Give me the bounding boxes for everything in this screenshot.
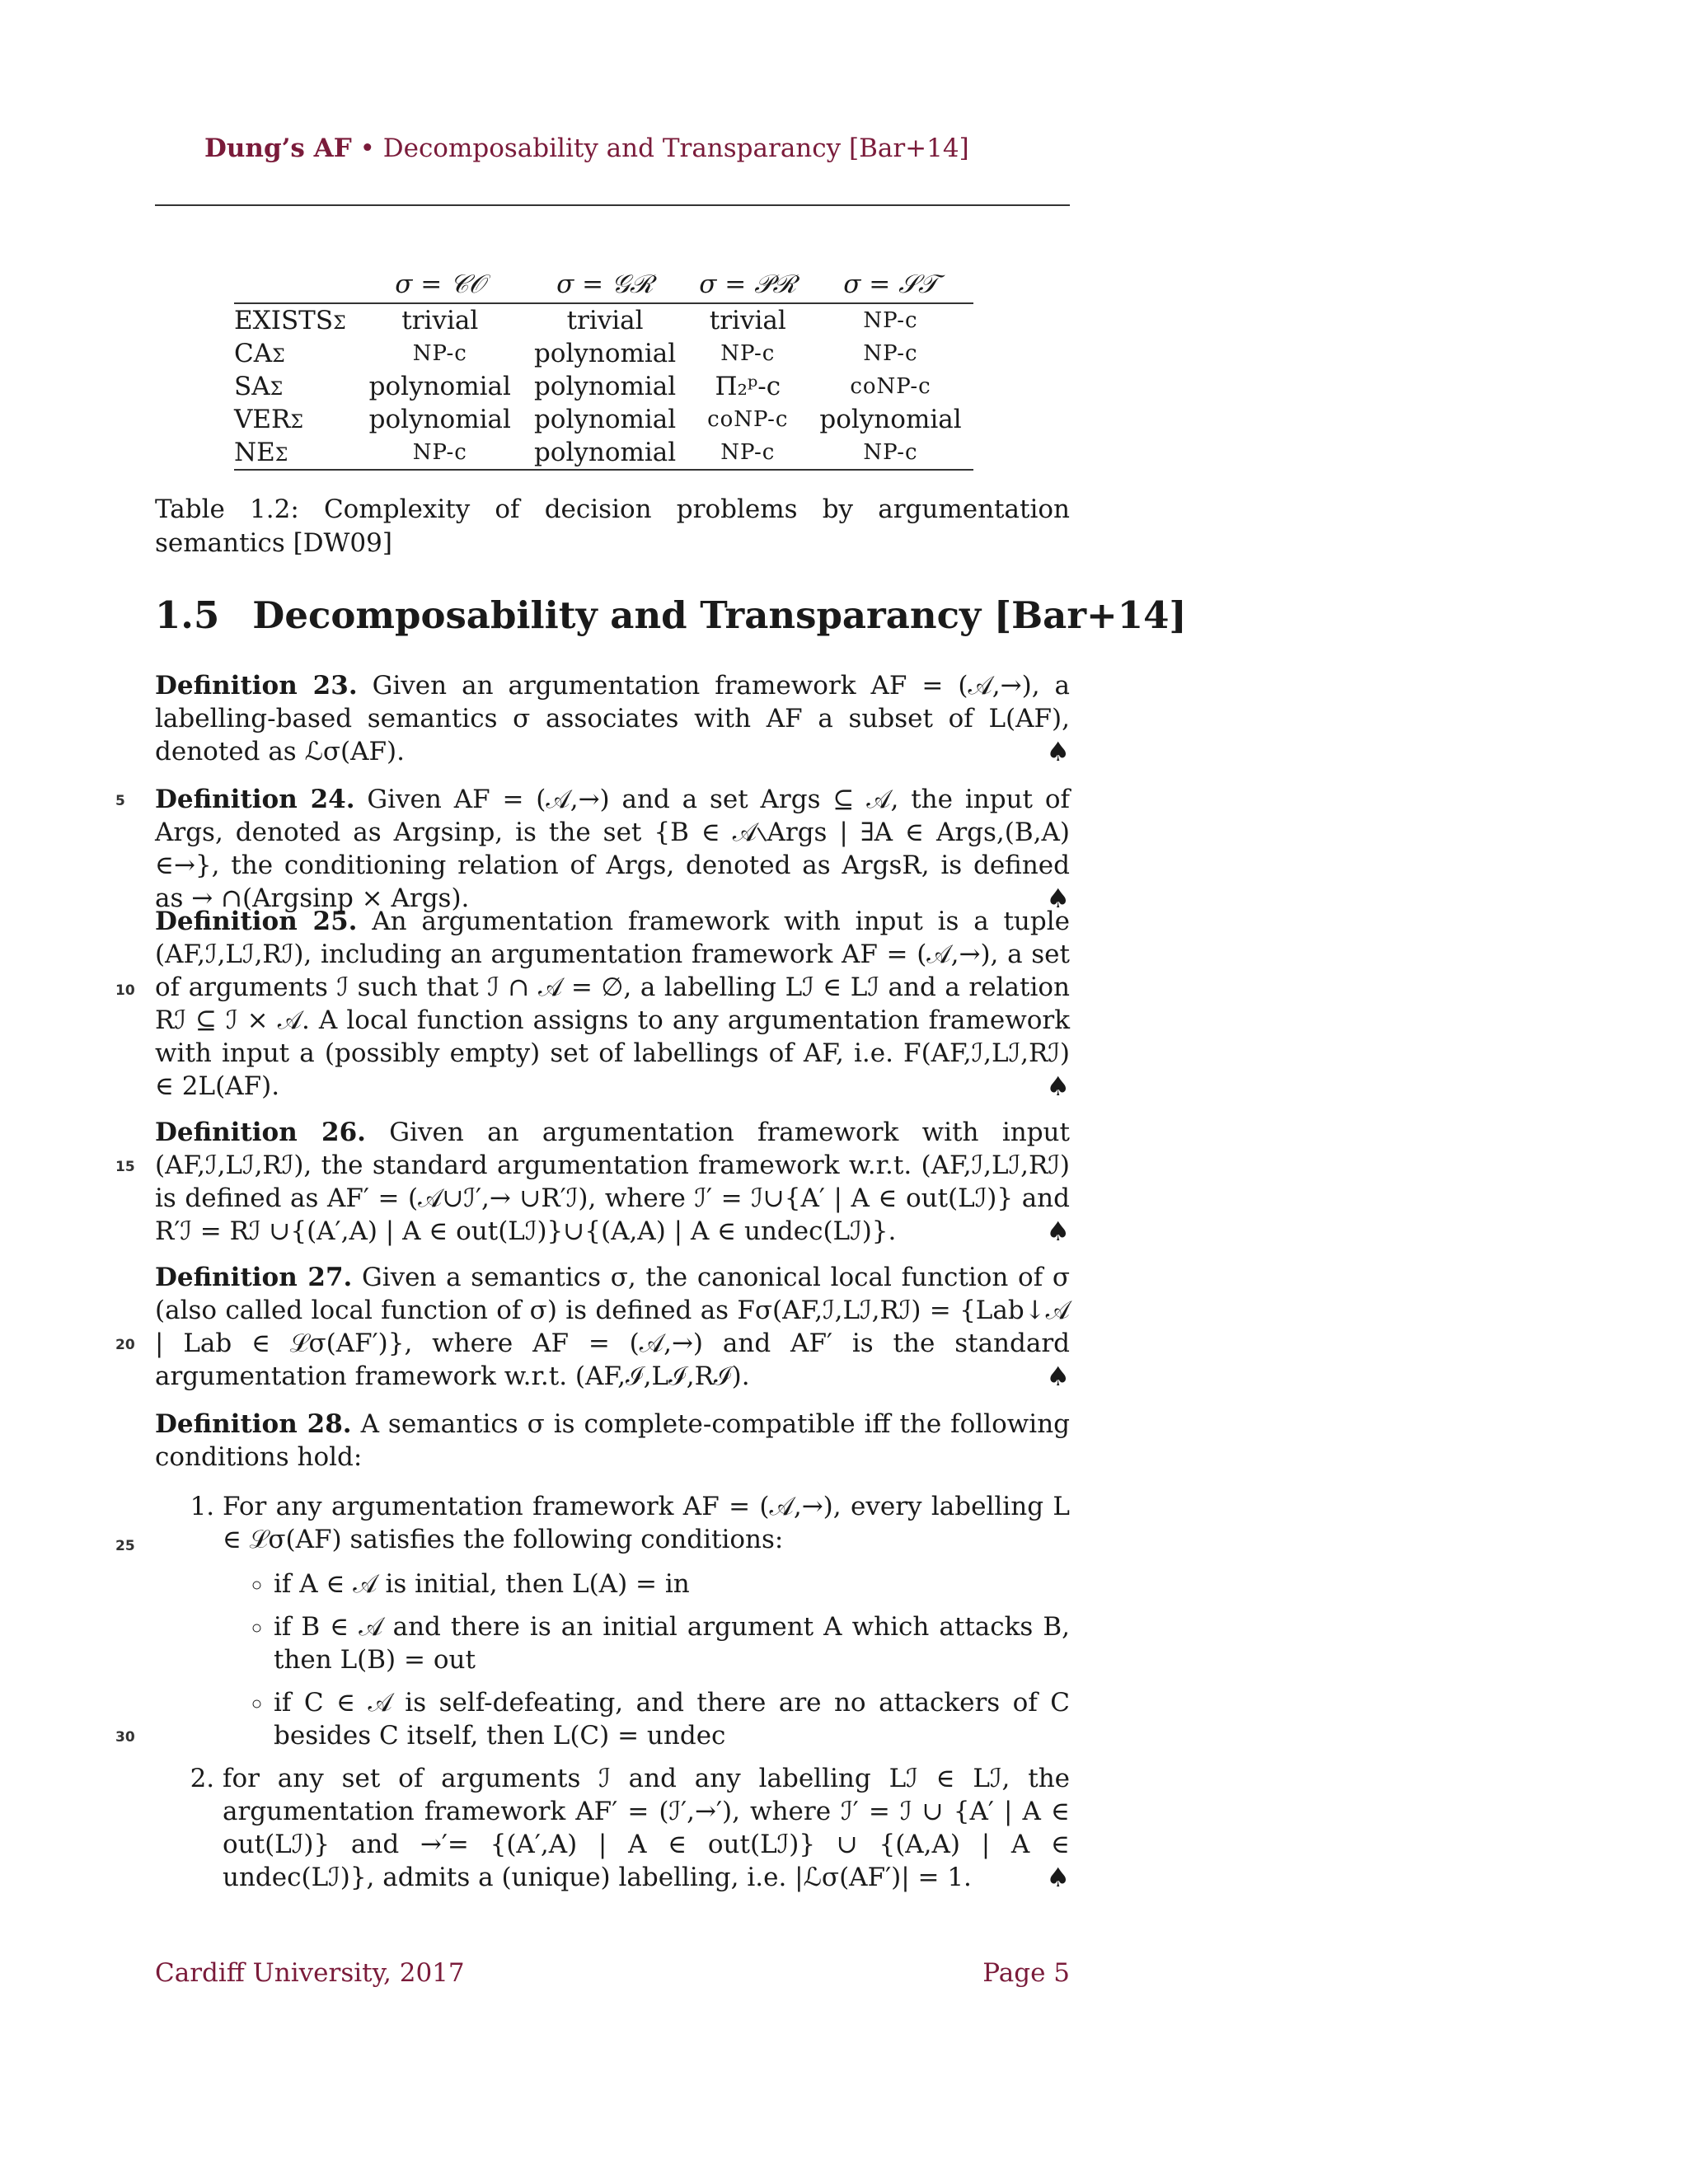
table-cell: trivial — [566, 306, 644, 335]
table-row-label: SAσ — [234, 372, 284, 401]
list-item — [223, 1490, 1070, 1752]
footer-right: Page 5 — [982, 1958, 1070, 1988]
table-row-label: VERσ — [234, 405, 303, 434]
definition-27 — [155, 1261, 1070, 1393]
table-cell: trivial — [709, 306, 786, 335]
table-cell: coNP-c — [707, 407, 789, 432]
table-cell: polynomial — [523, 436, 687, 470]
table-cell: polynomial — [819, 405, 962, 434]
table-col-header: σ = 𝒞𝒪 — [358, 268, 523, 303]
table-cell: NP-c — [720, 341, 776, 366]
spade-icon: ♠ — [1046, 883, 1070, 914]
table-header-row — [234, 268, 973, 303]
table-cell: NP-c — [863, 308, 918, 333]
definition-25 — [155, 905, 1070, 1103]
table-cell: polynomial — [533, 339, 677, 368]
table-corner — [234, 268, 358, 303]
line-number: 5 — [115, 793, 125, 809]
table-cell: NP-c — [863, 341, 918, 366]
definition-text: A semantics σ is complete-compatible iff the following conditions hold: — [155, 1409, 1071, 1472]
section-heading — [155, 593, 1187, 637]
table-cell: polynomial — [368, 405, 511, 434]
header-bullet: • — [359, 134, 375, 163]
table-row-label: CAσ — [234, 339, 285, 368]
list-item — [223, 1762, 1070, 1894]
table-col-header: σ = 𝒢ℛ — [523, 268, 687, 303]
definition-28 — [155, 1408, 1070, 1904]
table-cell: polynomial — [533, 405, 677, 434]
header-title: Decomposability and Transparancy [Bar+14] — [382, 134, 969, 163]
line-number: 30 — [115, 1729, 135, 1746]
line-number: 25 — [115, 1538, 135, 1554]
spade-icon: ♠ — [1046, 1862, 1070, 1893]
line-number: 10 — [115, 982, 135, 999]
table-cell: polynomial — [533, 372, 677, 401]
definition-26 — [155, 1116, 1070, 1248]
definition-label: Definition 23. — [155, 671, 358, 701]
table-cell: NP-c — [687, 436, 808, 470]
table-row — [234, 436, 973, 470]
table-row — [234, 337, 973, 370]
definition-text: Given an argumentation framework with input (AF,ℐ,Lℐ,Rℐ), the standard argumentation framework w.r.t. (AF,ℐ,Lℐ,Rℐ) is defined as AF′ = (𝒜∪ℐ′,→ ∪R′ℐ), where ℐ′ = ℐ∪{A′ | A ∈ out(Lℐ)} and R′ℐ = Rℐ ∪{(A′,A) | A ∈ out(Lℐ)}∪{(A,A) | A ∈ undec(Lℐ)}. — [155, 1118, 1070, 1246]
definition-label: Definition 28. — [155, 1409, 352, 1439]
section-title: Decomposability and Transparancy [Bar+14] — [252, 593, 1187, 637]
line-number: 15 — [115, 1159, 135, 1175]
list-item: ◦ if A ∈ 𝒜 is initial, then L(A) = in — [274, 1568, 1070, 1601]
spade-icon: ♠ — [1046, 1071, 1070, 1102]
table-cell: coNP-c — [850, 374, 931, 399]
spade-icon: ♠ — [1046, 1361, 1070, 1392]
header-section: Dung’s AF — [204, 134, 352, 163]
definition-label: Definition 26. — [155, 1118, 366, 1147]
list-item: ◦ if B ∈ 𝒜 and there is an initial argument A which attacks B, then L(B) = out — [274, 1610, 1070, 1676]
definition-text: An argumentation framework with input is a tuple (AF,ℐ,Lℐ,Rℐ), including an argumentation framework AF = (𝒜,→), a set of arguments ℐ such that ℐ ∩ 𝒜 = ∅, a labelling Lℐ ∈ Lℐ and a relation Rℐ ⊆ ℐ × 𝒜. A local function assigns to any argumentation framework with input a (possibly empty) set of labellings of AF, i.e. F(AF,ℐ,Lℐ,Rℐ) ∈ 2L(AF). — [155, 907, 1071, 1101]
line-number: 20 — [115, 1337, 135, 1353]
definition-text: Given an argumentation framework AF = (𝒜,→), a labelling-based semantics σ associates with AF a subset of L(AF), denoted as ℒσ(AF). — [155, 671, 1071, 766]
table-cell: NP-c — [808, 436, 973, 470]
header-rule — [155, 204, 1070, 206]
spade-icon: ♠ — [1046, 1216, 1070, 1247]
condition-text: For any argumentation framework AF = (𝒜,→), every labelling L ∈ ℒσ(AF) satisfies the following conditions: — [223, 1492, 1070, 1554]
running-header — [204, 134, 969, 163]
condition-list — [155, 1490, 1070, 1894]
table-col-header: σ = 𝒫ℛ — [687, 268, 808, 303]
table-cell: Π₂ᵖ-c — [715, 372, 781, 401]
definition-text: Given AF = (𝒜,→) and a set Args ⊆ 𝒜, the input of Args, denoted as Argsinp, is the set {B ∈ 𝒜∖Args | ∃A ∈ Args,(B,A) ∈→}, the conditioning relation of Args, denoted as ArgsR, is defined as → ∩(Argsinp × Args). — [155, 785, 1070, 913]
bullet-list — [223, 1568, 1070, 1752]
table-row — [234, 370, 973, 403]
table-cell: polynomial — [368, 372, 511, 401]
definition-text: Given a semantics σ, the canonical local function of σ (also called local function of σ) is defined as Fσ(AF,ℐ,Lℐ,Rℐ) = {Lab↓𝒜 | Lab ∈ ℒσ(AF′)}, where AF = (𝒜,→) and AF′ is the standard argumentation framework w.r.t. (AF,ℐ,Lℐ,Rℐ). — [155, 1263, 1070, 1391]
definition-label: Definition 27. — [155, 1263, 353, 1292]
table-row-label: EXISTSσ — [234, 306, 346, 335]
spade-icon: ♠ — [1046, 736, 1070, 767]
table-caption: Table 1.2: Complexity of decision problems by argumentation semantics [DW09] — [155, 494, 1070, 558]
definition-24 — [155, 783, 1070, 915]
table-cell: NP-c — [412, 341, 467, 366]
definition-label: Definition 24. — [155, 785, 355, 814]
definition-label: Definition 25. — [155, 907, 358, 936]
condition-text: for any set of arguments ℐ and any labelling Lℐ ∈ Lℐ, the argumentation framework AF′ = (ℐ′,→′), where ℐ′ = ℐ ∪ {A′ | A ∈ out(Lℐ)} and →′= {(A′,A) | A ∈ out(Lℐ)} ∪ {(A,A) | A ∈ undec(Lℐ)}, admits a (unique) labelling, i.e. |ℒσ(AF′)| = 1. — [223, 1764, 1070, 1892]
definition-23 — [155, 669, 1070, 768]
section-number: 1.5 — [155, 593, 220, 637]
list-item: ◦ if C ∈ 𝒜 is self-defeating, and there are no attackers of C besides C itself, then L(C) = undec — [274, 1686, 1070, 1752]
table-cell: trivial — [401, 306, 479, 335]
table-row — [234, 303, 973, 337]
table-cell: NP-c — [358, 436, 523, 470]
footer-left: Cardiff University, 2017 — [155, 1958, 465, 1988]
table-col-header: σ = 𝒮𝒯 — [808, 268, 973, 303]
table-row — [234, 403, 973, 436]
complexity-table — [234, 268, 973, 471]
table-row-label: NEσ — [234, 436, 358, 470]
